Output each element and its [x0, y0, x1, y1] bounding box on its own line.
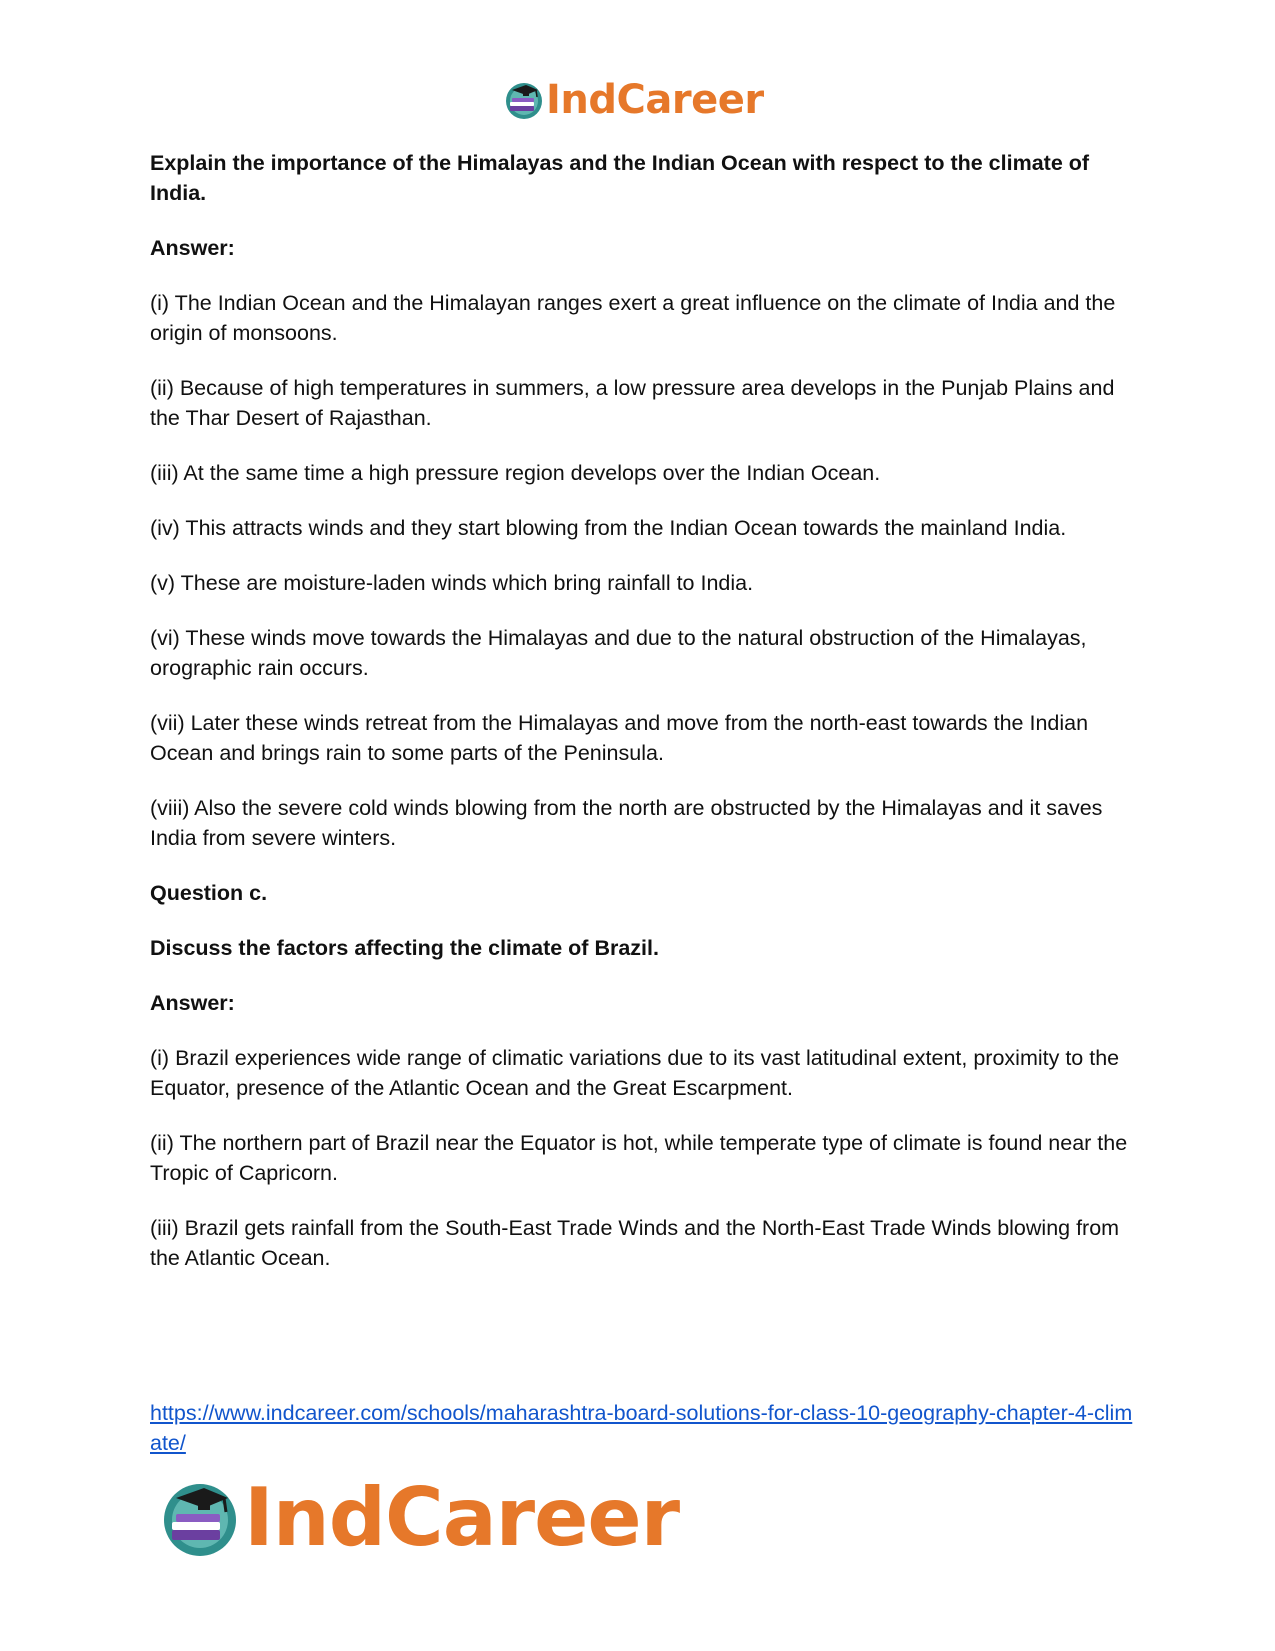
- question-heading: Explain the importance of the Himalayas and the Indian Ocean with respect to the climate of India.: [150, 151, 1090, 205]
- graduation-book-icon: [504, 80, 544, 120]
- answer-point: (viii) Also the severe cold winds blowing from the north are obstructed by the Himalayas and it saves India from severe winters.: [150, 796, 1103, 850]
- answer-point: (vi) These winds move towards the Himalayas and due to the natural obstruction of the Himalayas, orographic rain occurs.: [150, 626, 1087, 680]
- logo-wordmark: IndCareer: [244, 1471, 680, 1564]
- answer-point: (iii) At the same time a high pressure region develops over the Indian Ocean.: [150, 461, 881, 485]
- answer-point: (iii) Brazil gets rainfall from the South-East Trade Winds and the North-East Trade Winds blowing from the Atlantic Ocean.: [150, 1216, 1120, 1270]
- answer-point: (v) These are moisture-laden winds which bring rainfall to India.: [150, 571, 754, 595]
- indcareer-logo-bottom: [160, 1471, 680, 1564]
- answer-point: (i) Brazil experiences wide range of climatic variations due to its vast latitudinal extent, proximity to the Equator, presence of the Atlantic Ocean and the Great Escarpment.: [150, 1046, 1120, 1100]
- indcareer-logo-top: [504, 77, 764, 123]
- answer-point: (iv) This attracts winds and they start blowing from the Indian Ocean towards the mainland India.: [150, 516, 1067, 540]
- question-label: Question c.: [150, 881, 268, 905]
- graduation-book-icon: [160, 1478, 240, 1558]
- answer-point: (vii) Later these winds retreat from the Himalayas and move from the north-east towards the Indian Ocean and brings rain to some parts of the Peninsula.: [150, 711, 1089, 765]
- question-text: Discuss the factors affecting the climate of Brazil.: [150, 936, 659, 960]
- answer-point: (ii) The northern part of Brazil near the Equator is hot, while temperate type of climate is found near the Tropic of Capricorn.: [150, 1131, 1128, 1185]
- answer-label: Answer:: [150, 236, 235, 260]
- answer-point: (ii) Because of high temperatures in summers, a low pressure area develops in the Punjab Plains and the Thar Desert of Rajasthan.: [150, 376, 1115, 430]
- document-body: [150, 148, 1135, 1298]
- answer-label: Answer:: [150, 991, 235, 1015]
- logo-wordmark: IndCareer: [546, 77, 764, 123]
- source-link[interactable]: https://www.indcareer.com/schools/maharashtra-board-solutions-for-class-10-geography-chapter-4-climate/: [150, 1401, 1133, 1455]
- answer-point: (i) The Indian Ocean and the Himalayan ranges exert a great influence on the climate of India and the origin of monsoons.: [150, 291, 1116, 345]
